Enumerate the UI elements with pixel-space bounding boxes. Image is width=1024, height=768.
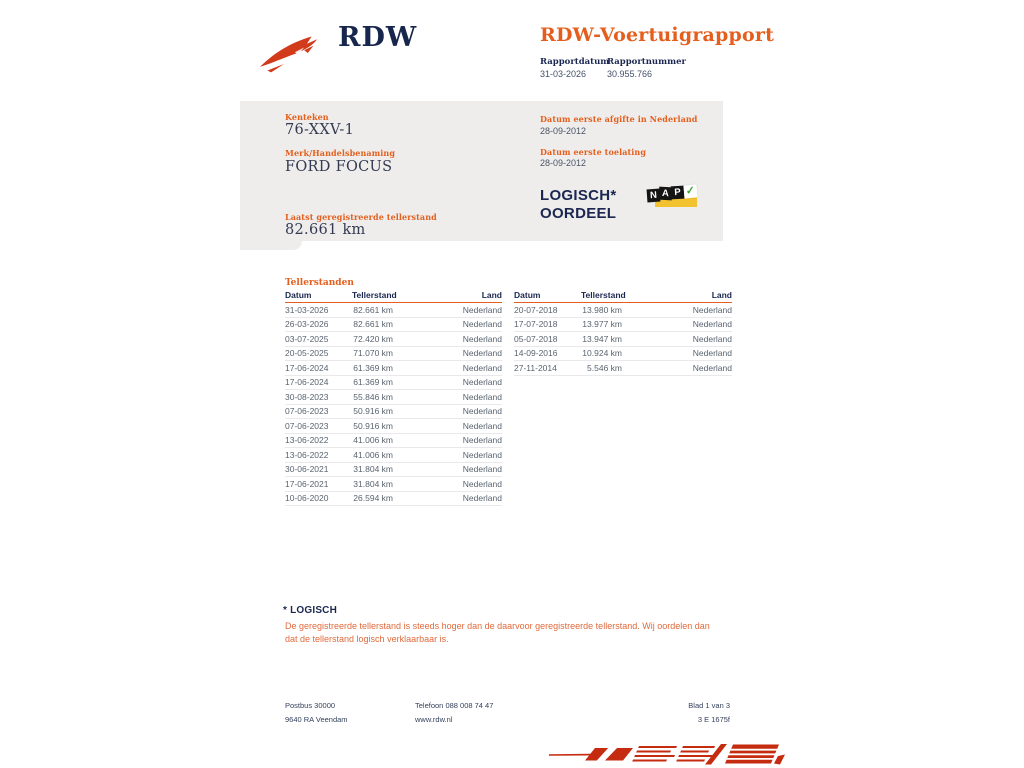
footer-page-number: Blad 1 van 3: [688, 701, 730, 710]
table-cell: 13.977 km: [582, 319, 622, 330]
table-row: [285, 463, 502, 478]
eerste-afgifte-value: 28-09-2012: [540, 126, 587, 136]
table-row: [285, 390, 502, 405]
table-row: [285, 405, 502, 420]
table-cell: 61.369 km: [353, 362, 393, 373]
table-row: [285, 434, 502, 449]
table-cell: 07-06-2023: [285, 406, 329, 417]
table-cell: 26.594 km: [353, 493, 393, 504]
column-header-land: Land: [481, 290, 502, 300]
table-cell: 27-11-2014: [514, 362, 557, 373]
footer-page-info: [600, 699, 730, 727]
table-cell: Nederland: [462, 319, 502, 330]
table-cell: 13-06-2022: [285, 435, 329, 446]
table-cell: 13.947 km: [582, 333, 622, 344]
footer-phone: Telefoon 088 008 74 47: [415, 701, 494, 710]
table-cell: 05-07-2018: [514, 333, 558, 344]
table-cell: 17-06-2024: [285, 377, 329, 388]
rdw-bird-icon: [256, 30, 334, 76]
kenteken-label: Kenteken: [285, 112, 329, 122]
footer-address: [285, 699, 348, 727]
nap-letter-n: N: [647, 189, 661, 203]
table-row: [514, 303, 732, 318]
table-cell: 50.916 km: [353, 420, 393, 431]
table-row: [285, 361, 502, 376]
laatste-tellerstand-value: 82.661 km: [285, 222, 366, 238]
table-cell: 07-06-2023: [285, 420, 329, 431]
table-cell: Nederland: [692, 362, 732, 373]
table-cell: 10-06-2020: [285, 493, 329, 504]
nap-letter-p: P: [671, 186, 685, 200]
table-header: [514, 290, 732, 303]
table-cell: Nederland: [462, 362, 502, 373]
table-cell: Nederland: [462, 493, 502, 504]
column-header-tellerstand: Tellerstand: [352, 290, 397, 300]
table-cell: Nederland: [462, 478, 502, 489]
table-cell: 20-07-2018: [514, 304, 558, 315]
table-cell: 31-03-2026: [285, 304, 329, 315]
table-row: [285, 303, 502, 318]
table-cell: 17-06-2021: [285, 478, 329, 489]
column-header-land: Land: [711, 290, 732, 300]
column-header-tellerstand: Tellerstand: [581, 290, 626, 300]
column-header-datum: Datum: [285, 290, 312, 300]
eerste-toelating-value: 28-09-2012: [540, 158, 587, 168]
table-cell: 50.916 km: [353, 406, 393, 417]
oordeel-line2: OORDEEL: [540, 205, 617, 222]
table-cell: Nederland: [462, 333, 502, 344]
oordeel-text: [540, 187, 617, 223]
table-row: [285, 477, 502, 492]
table-cell: Nederland: [462, 377, 502, 388]
vehicle-summary-panel-tab: [240, 241, 302, 250]
table-cell: Nederland: [462, 348, 502, 359]
table-cell: Nederland: [692, 333, 732, 344]
table-cell: 30-06-2021: [285, 464, 329, 475]
footnote-title: * LOGISCH: [283, 605, 338, 616]
table-cell: Nederland: [692, 319, 732, 330]
report-number-label: Rapportnummer: [607, 57, 686, 67]
nap-letter-a: A: [659, 187, 673, 201]
table-cell: Nederland: [462, 406, 502, 417]
speed-lines-graphic: [549, 742, 785, 766]
table-cell: 82.661 km: [353, 304, 393, 315]
table-cell: Nederland: [462, 449, 502, 460]
table-cell: Nederland: [692, 348, 732, 359]
table-cell: 61.369 km: [353, 377, 393, 388]
table-cell: 20-05-2025: [285, 348, 329, 359]
table-cell: 13-06-2022: [285, 449, 329, 460]
footer-website[interactable]: www.rdw.nl: [415, 715, 453, 724]
laatste-tellerstand-label: Laatst geregistreerde tellerstand: [285, 212, 437, 222]
table-cell: 41.006 km: [353, 449, 393, 460]
table-cell: 30-08-2023: [285, 391, 329, 402]
table-cell: 72.420 km: [353, 333, 393, 344]
table-cell: 71.070 km: [353, 348, 393, 359]
rdw-logo: [256, 22, 456, 77]
table-row: [285, 492, 502, 507]
rdw-logo-text: RDW: [338, 22, 418, 53]
report-date-value: 31-03-2026: [540, 69, 587, 79]
table-cell: 41.006 km: [353, 435, 393, 446]
table-cell: 55.846 km: [353, 391, 393, 402]
table-cell: 82.661 km: [353, 319, 393, 330]
table-cell: Nederland: [462, 391, 502, 402]
mileage-table-left: [285, 290, 502, 506]
table-header: [285, 290, 502, 303]
table-cell: 31.804 km: [353, 478, 393, 489]
mileage-table-right: [514, 290, 732, 376]
tellerstanden-title: Tellerstanden: [285, 278, 354, 288]
check-icon: ✓: [685, 184, 696, 198]
table-row: [514, 361, 732, 376]
table-cell: Nederland: [462, 304, 502, 315]
table-row: [285, 332, 502, 347]
table-cell: Nederland: [462, 420, 502, 431]
report-date-label: Rapportdatum: [540, 57, 610, 67]
merk-label: Merk/Handelsbenaming: [285, 148, 396, 158]
nap-logo: [647, 185, 699, 209]
footer-contact: [415, 699, 493, 727]
page-title: RDW-Voertuigrapport: [540, 24, 775, 46]
eerste-toelating-label: Datum eerste toelating: [540, 147, 647, 157]
table-cell: 31.804 km: [353, 464, 393, 475]
table-cell: Nederland: [692, 304, 732, 315]
footer-address-line1: Postbus 30000: [285, 701, 336, 710]
table-cell: 17-07-2018: [514, 319, 558, 330]
report-number-value: 30.955.766: [607, 69, 653, 79]
table-cell: 26-03-2026: [285, 319, 329, 330]
kenteken-value: 76-XXV-1: [285, 122, 355, 138]
table-cell: Nederland: [462, 435, 502, 446]
table-cell: Nederland: [462, 464, 502, 475]
table-body: [285, 303, 502, 506]
footnote-body: De geregistreerde tellerstand is steeds hoger dan de daarvoor geregistreerde tellerstand. Wij oordelen dan dat de tellerstand logisch verklaarbaar is.: [285, 621, 710, 644]
merk-value: FORD FOCUS: [285, 159, 393, 175]
eerste-afgifte-label: Datum eerste afgifte in Nederland: [540, 114, 698, 124]
footer-form-code: 3 E 1675f: [697, 715, 730, 724]
table-row: [285, 448, 502, 463]
table-body: [514, 303, 732, 376]
oordeel-line1: LOGISCH*: [540, 187, 617, 204]
table-cell: 5.546 km: [587, 362, 622, 373]
table-row: [285, 347, 502, 362]
footer-address-line2: 9640 RA Veendam: [285, 715, 348, 724]
table-cell: 13.980 km: [582, 304, 622, 315]
table-cell: 17-06-2024: [285, 362, 329, 373]
table-row: [514, 332, 732, 347]
table-row: [514, 347, 732, 362]
table-row: [285, 318, 502, 333]
table-row: [285, 419, 502, 434]
table-row: [514, 318, 732, 333]
table-cell: 10.924 km: [582, 348, 622, 359]
column-header-datum: Datum: [514, 290, 541, 300]
table-row: [285, 376, 502, 391]
table-cell: 14-09-2016: [514, 348, 558, 359]
table-cell: 03-07-2025: [285, 333, 329, 344]
